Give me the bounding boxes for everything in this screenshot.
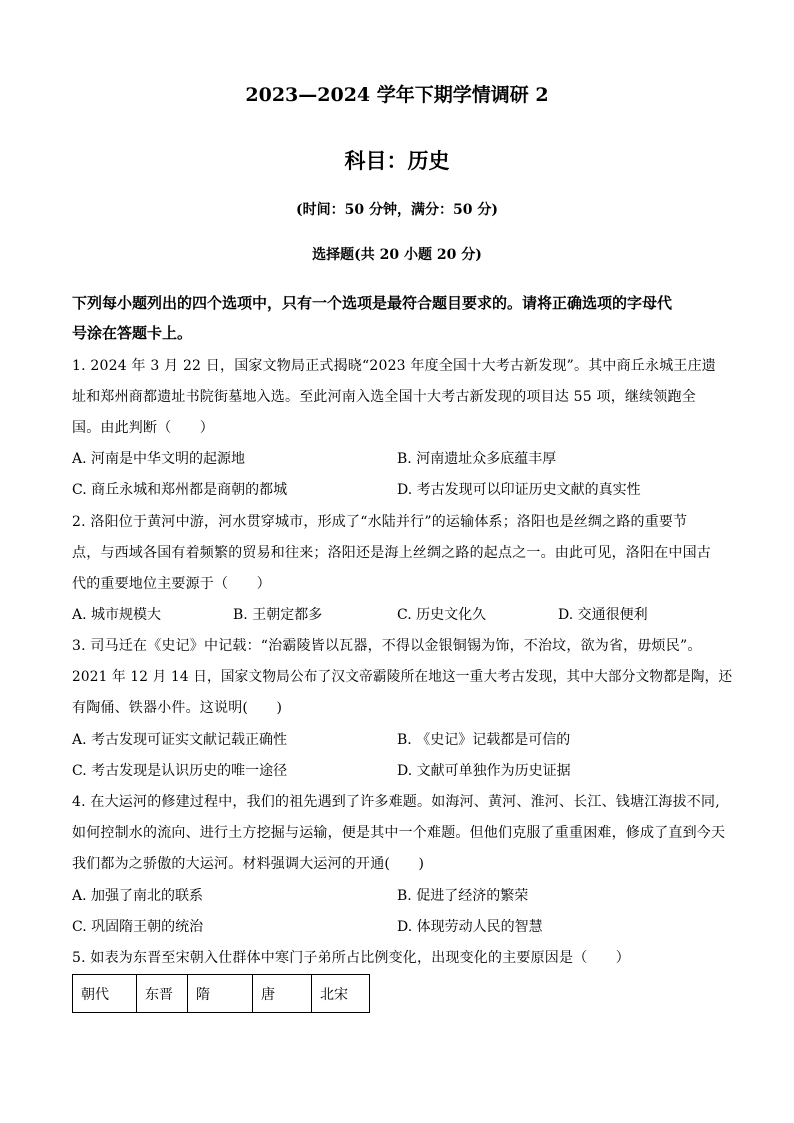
instructions-line: 下列每小题列出的四个选项中，只有一个选项是最符合题目要求的。请将正确选项的字母代 — [72, 294, 673, 312]
section-heading: 选择题(共 20 小题 20 分) — [312, 247, 482, 263]
option-c: C. 商丘永城和郑州都是商朝的都城 — [72, 482, 288, 498]
option-a: A. 加强了南北的联系 — [72, 888, 204, 904]
option-c: C. 考古发现是认识历史的唯一途径 — [72, 763, 288, 779]
table-cell-tang: 唐 — [253, 975, 312, 1013]
option-b: B. 王朝定都多 — [233, 607, 323, 623]
era-table — [72, 974, 370, 1013]
question-stem-line: 1. 2024 年 3 月 22 日，国家文物局正式揭晓“2023 年度全国十大考古新发现”。其中商丘永城王庄遗 — [72, 358, 717, 374]
option-d: D. 交通很便利 — [558, 607, 648, 623]
table-cell-sui: 隋 — [188, 975, 253, 1013]
table-cell-northern-song: 北宋 — [312, 975, 370, 1013]
time-info: (时间：50 分钟，满分：50 分) — [296, 202, 498, 218]
option-a: A. 考古发现可证实文献记载正确性 — [72, 732, 288, 748]
option-c: C. 历史文化久 — [397, 607, 487, 623]
question-stem-line: 点，与西域各国有着频繁的贸易和往来；洛阳还是海上丝绸之路的起点之一。由此可见，洛阳在中国古 — [72, 545, 711, 561]
question-stem-line: 址和郑州商都遗址书院街墓地入选。至此河南入选全国十大考古新发现的项目达 55 项，继续领跑全 — [72, 389, 696, 405]
question-stem-line: 2. 洛阳位于黄河中游，河水贯穿城市，形成了“水陆并行”的运输体系；洛阳也是丝绸之路的重要节 — [72, 514, 688, 530]
question-stem-line: 代的重要地位主要源于（ ） — [72, 576, 271, 592]
option-a: A. 河南是中华文明的起源地 — [72, 451, 246, 467]
question-stem-line: 5. 如表为东晋至宋朝入仕群体中寒门子弟所占比例变化，出现变化的主要原因是（ ） — [72, 950, 631, 966]
table-cell-era: 朝代 — [73, 975, 137, 1013]
question-stem-line: 2021 年 12 月 14 日，国家文物局公布了汉文帝霸陵所在地这一重大考古发现，其中大部分文物都是陶，还 — [72, 669, 733, 685]
option-b: B. 《史记》记载都是可信的 — [397, 732, 571, 748]
option-d: D. 文献可单独作为历史证据 — [397, 763, 571, 779]
question-stem-line: 3. 司马迁在《史记》中记载：“治霸陵皆以瓦器，不得以金银铜锡为饰，不治坟，欲为省，毋烦民”。 — [72, 638, 702, 654]
table-row — [73, 975, 370, 1013]
table-cell-eastern-jin: 东晋 — [137, 975, 188, 1013]
instructions-line: 号涂在答题卡上。 — [72, 324, 193, 342]
exam-title: 2023—2024 学年下期学情调研 2 — [245, 84, 549, 106]
option-c: C. 巩固隋王朝的统治 — [72, 919, 204, 935]
subject-heading: 科目：历史 — [344, 148, 450, 173]
option-b: B. 促进了经济的繁荣 — [397, 888, 529, 904]
question-stem-line: 我们都为之骄傲的大运河。材料强调大运河的开通( ) — [72, 856, 425, 872]
question-stem-line: 4. 在大运河的修建过程中，我们的祖先遇到了许多难题。如海河、黄河、淮河、长江、钱塘江海拔不同, — [72, 794, 720, 810]
question-stem-line: 有陶俑、铁器小件。这说明( ) — [72, 700, 283, 716]
question-stem-line: 如何控制水的流向、进行土方挖掘与运输，便是其中一个难题。但他们克服了重重困难，修成了直到今天 — [72, 825, 726, 841]
option-d: D. 体现劳动人民的智慧 — [397, 919, 543, 935]
option-d: D. 考古发现可以印证历史文献的真实性 — [397, 482, 641, 498]
question-stem-line: 国。由此判断（ ） — [72, 420, 214, 436]
option-b: B. 河南遗址众多底蕴丰厚 — [397, 451, 557, 467]
option-a: A. 城市规模大 — [72, 607, 162, 623]
